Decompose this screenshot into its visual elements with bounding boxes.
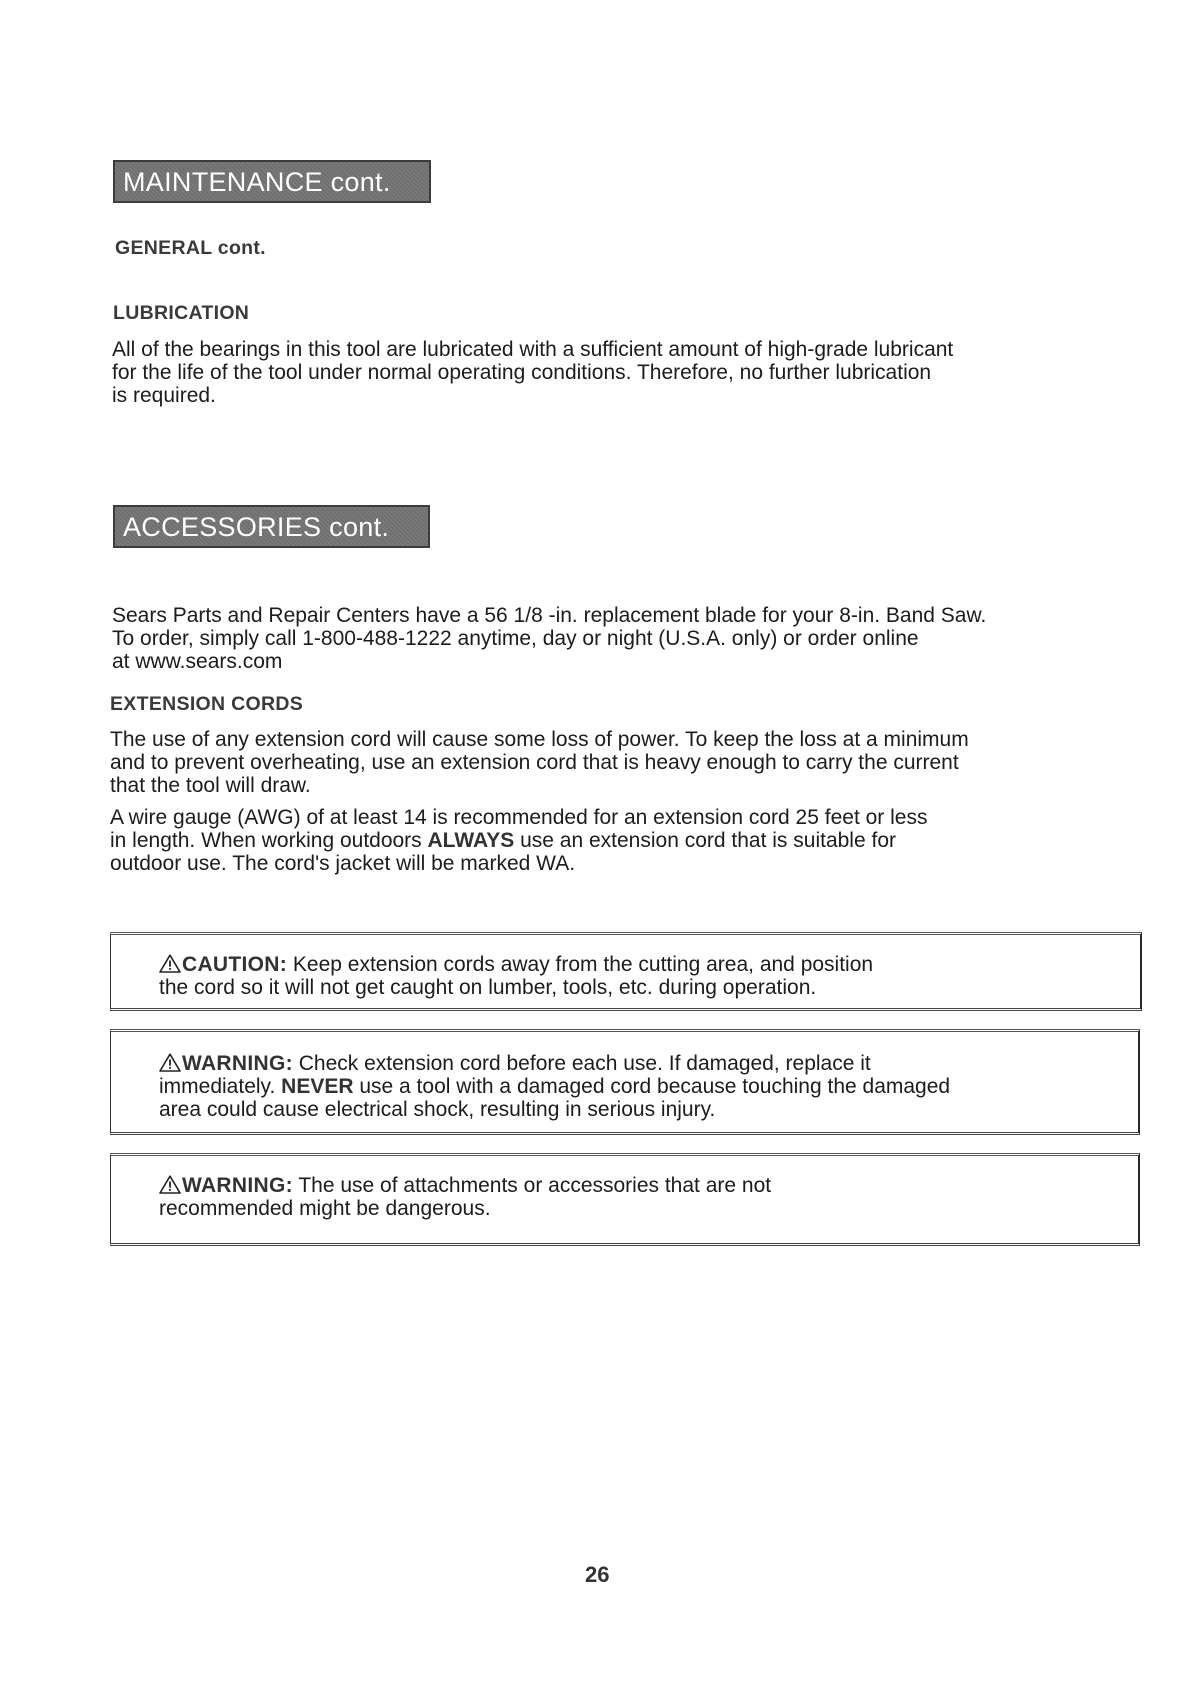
extension-text: in length. When working outdoors — [110, 829, 428, 852]
accessories-banner-text: ACCESSORIES cont. — [123, 512, 390, 542]
general-subheading: GENERAL cont. — [115, 237, 266, 259]
warning-line — [159, 1052, 950, 1075]
extension-line: outdoor use. The cord's jacket will be marked WA. — [110, 852, 576, 875]
warning-damaged-cord-text — [159, 1052, 950, 1121]
caution-notice-box — [110, 932, 1142, 1011]
warning-line — [159, 1075, 950, 1098]
caution-label: CAUTION: — [182, 953, 288, 976]
caution-line: the cord so it will not get caught on lumber, tools, etc. during operation. — [159, 976, 817, 999]
warning-text: The use of attachments or accessories that are not — [292, 1174, 772, 1197]
extension-cords-paragraph-gauge — [110, 806, 927, 875]
warning-label: WARNING: — [182, 1052, 293, 1075]
warning-line — [159, 1174, 771, 1197]
lubrication-paragraph — [112, 338, 953, 407]
caution-line — [159, 953, 873, 976]
accessories-line: To order, simply call 1-800-488-1222 anytime, day or night (U.S.A. only) or order online — [112, 627, 919, 650]
extension-text: use an extension cord that is suitable for — [514, 829, 896, 852]
extension-cords-heading: EXTENSION CORDS — [110, 693, 304, 715]
always-emphasis: ALWAYS — [427, 829, 515, 852]
warning-label: WARNING: — [182, 1174, 293, 1197]
alert-triangle-icon — [159, 1053, 181, 1072]
accessories-line: Sears Parts and Repair Centers have a 56 1/8 -in. replacement blade for your 8-in. Band Saw. — [112, 604, 987, 627]
extension-line: that the tool will draw. — [110, 774, 311, 797]
warning-line: recommended might be dangerous. — [159, 1197, 491, 1220]
extension-line: The use of any extension cord will cause some loss of power. To keep the loss at a minimum — [110, 728, 969, 751]
alert-triangle-icon — [159, 954, 181, 973]
accessories-line: at www.sears.com — [112, 650, 283, 673]
extension-cords-paragraph-power — [110, 728, 969, 797]
replacement-blade-paragraph — [112, 604, 986, 673]
never-emphasis: NEVER — [281, 1075, 354, 1098]
caution-notice-text — [159, 953, 873, 999]
warning-attachments-text — [159, 1174, 771, 1220]
extension-line — [110, 829, 927, 852]
warning-text: use a tool with a damaged cord because touching the damaged — [353, 1075, 951, 1098]
lubrication-line: for the life of the tool under normal operating conditions. Therefore, no further lubrication — [112, 361, 932, 384]
extension-line: and to prevent overheating, use an extension cord that is heavy enough to carry the current — [110, 751, 959, 774]
warning-text: immediately. — [159, 1075, 282, 1098]
accessories-section-banner — [113, 505, 430, 548]
warning-damaged-cord-box — [110, 1029, 1140, 1135]
page-number: 26 — [585, 1562, 610, 1587]
warning-attachments-box — [110, 1153, 1140, 1246]
maintenance-section-banner — [113, 160, 431, 203]
warning-line: area could cause electrical shock, resulting in serious injury. — [159, 1098, 716, 1121]
caution-text: Keep extension cords away from the cutting area, and position — [287, 953, 874, 976]
lubrication-line: is required. — [112, 384, 216, 407]
lubrication-line: All of the bearings in this tool are lubricated with a sufficient amount of high-grade lubricant — [112, 338, 954, 361]
extension-line: A wire gauge (AWG) of at least 14 is recommended for an extension cord 25 feet or less — [110, 806, 928, 829]
alert-triangle-icon — [159, 1175, 181, 1194]
lubrication-heading: LUBRICATION — [113, 302, 250, 324]
maintenance-banner-text: MAINTENANCE cont. — [123, 167, 391, 197]
warning-text: Check extension cord before each use. If damaged, replace it — [292, 1052, 871, 1075]
